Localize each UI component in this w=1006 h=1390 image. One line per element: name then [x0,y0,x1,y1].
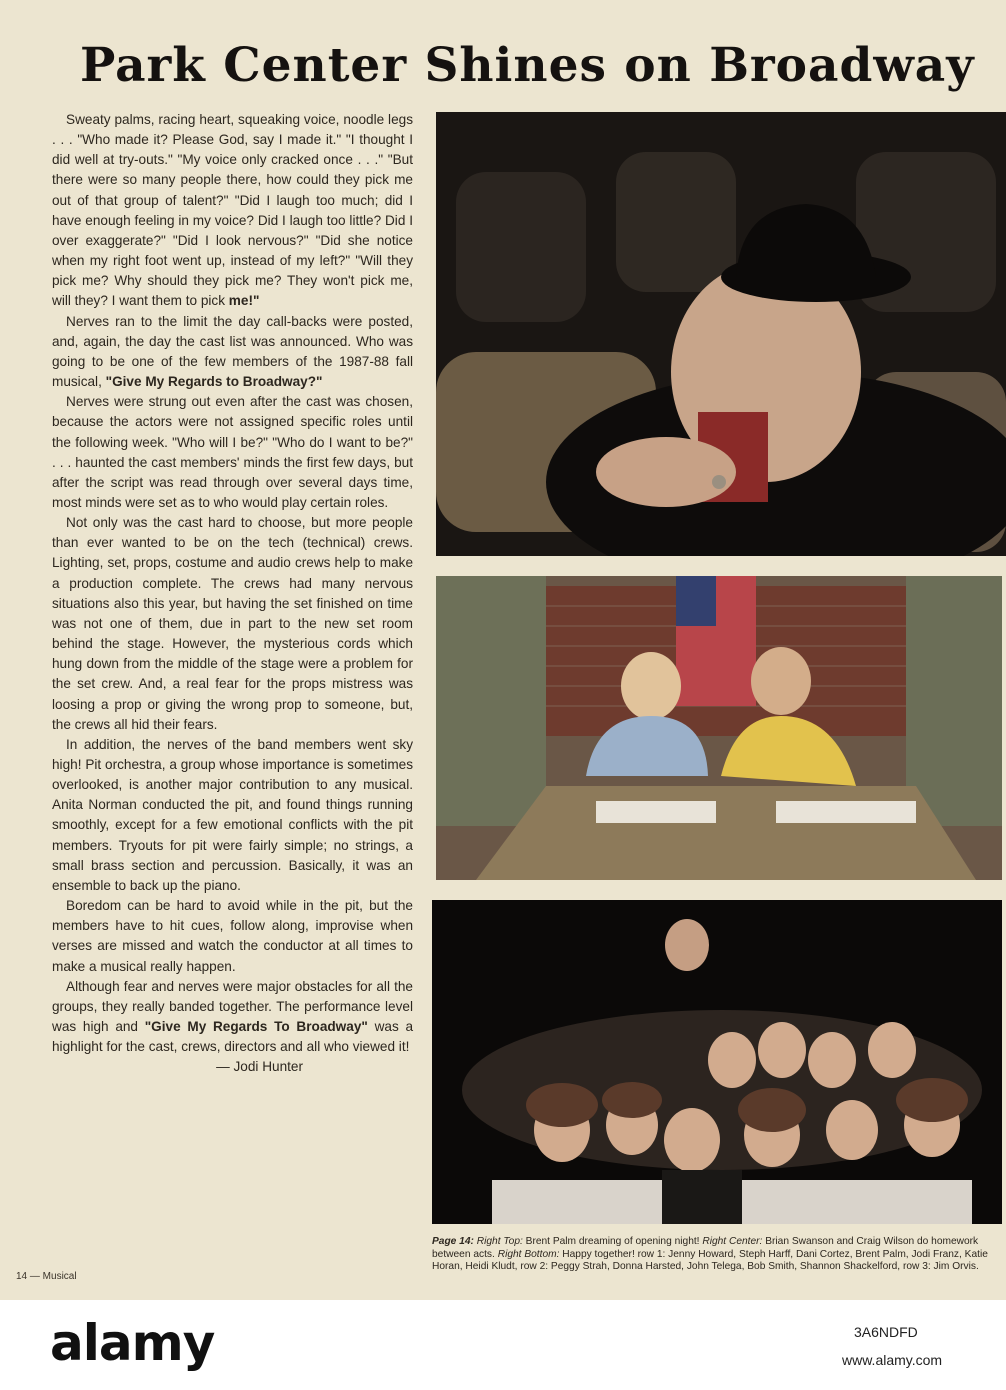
author-signature: — Jodi Hunter [216,1059,303,1075]
homework-photo [436,576,1002,880]
article-paragraph: Although fear and nerves were major obstacles for all the groups, they really banded together. The performance level was high and "Give My Regards To Broadway" was a highlight for the cast, crews, directors and all who viewed it! [52,978,414,1055]
article-body [52,110,413,1078]
page-title: Park Center Shines on Broadway [80,38,975,93]
page-footer: 14 — Musical [16,1271,77,1282]
article-paragraph: Not only was the cast hard to choose, but more people than ever wanted to be on the tech (technical) crews. Lighting, set, props, costume and audio crews help to make a production complete. The crews had many nervous situations also this year, but having the set finished on time was not one of them, due in part to the new set room behind the stage. However, the mysterious cords which hung down from the middle of the stage were a problem for the set crew. And, a real fear for the props mistress was loosing a prop or giving the wrong prop to someone, but, the crews all hid their fears. [52,515,413,732]
article-paragraph: Nerves were strung out even after the cast was chosen, because the actors were not assigned specific roles until the following week. "Who will I be?" "Who do I want to be?" . . . haunted the cast members' minds the first few days, but after the script was read through over several days time, most minds were set as to who would play certain roles. [52,394,413,510]
watermark-url: www.alamy.com [842,1352,943,1368]
sleeping-student-photo [436,112,1006,556]
photo-right-bottom [432,900,1002,1224]
group-photo [432,900,1002,1224]
emphasis-text: me!" [228,293,260,309]
alamy-logo: alamy [50,1314,215,1372]
article-paragraph: Sweaty palms, racing heart, squeaking voice, noodle legs . . . "Who made it? Please God, say I made it." "I thought I did well at try-outs." "My voice only cracked once . . ." "But there were so many people there, how could they pick me out of that group of talent?" "Did I laugh too much; did I have enough feeling in my voice? Did I laugh too little? Did I over exaggerate?" "Did I look nervous?" "Did she notice when my right foot went up, instead of my left?" "Will they pick me? Why should they pick me? They won't pick me, will they? I want them to pick me!" [52,112,413,309]
photo-right-center [436,576,1002,880]
photo-caption: Page 14: Right Top: Brent Palm dreaming of opening night! Right Center: Brian Swanson and Craig Wilson do homework between acts. Right Bottom: Happy together! row 1: Jenny Howard, Steph Harff, Dani Cortez, Brent Palm, Jodi Franz, Katie Horan, Heidi Kludt, row 2: Peggy Strah, Donna Harsted, John Telega, Bob Smith, Shannon Shackelford, row 3: Jim Orvis. [432,1236,988,1273]
show-title: "Give My Regards To Broadway" [144,1019,368,1035]
photo-right-top [436,112,1006,556]
article-paragraph: In addition, the nerves of the band members went sky high! Pit orchestra, a group whose importance is sometimes overlooked, is another major contribution to any musical. Anita Norman conducted the pit, and found things running smoothly, except for a few emotional conflicts with the pit members. Tryouts for pit were fairly simple; no strings, a small brass section and percussion. Basically, it was an ensemble to back up the piano. [52,736,413,893]
image-id: 3A6NDFD [854,1324,918,1340]
article-paragraph: Nerves ran to the limit the day call-backs were posted, and, again, the day the cast list was announced. Who was going to be one of the few members of the 1987-88 fall musical, "Give My Regards to Broadway?" [52,313,413,390]
show-title: "Give My Regards to Broadway?" [105,374,323,390]
article-paragraph: Boredom can be hard to avoid while in the pit, but the members have to hit cues, follow along, improvise when verses are missed and watch the conductor at all times to make a musical really happen. [52,898,413,974]
